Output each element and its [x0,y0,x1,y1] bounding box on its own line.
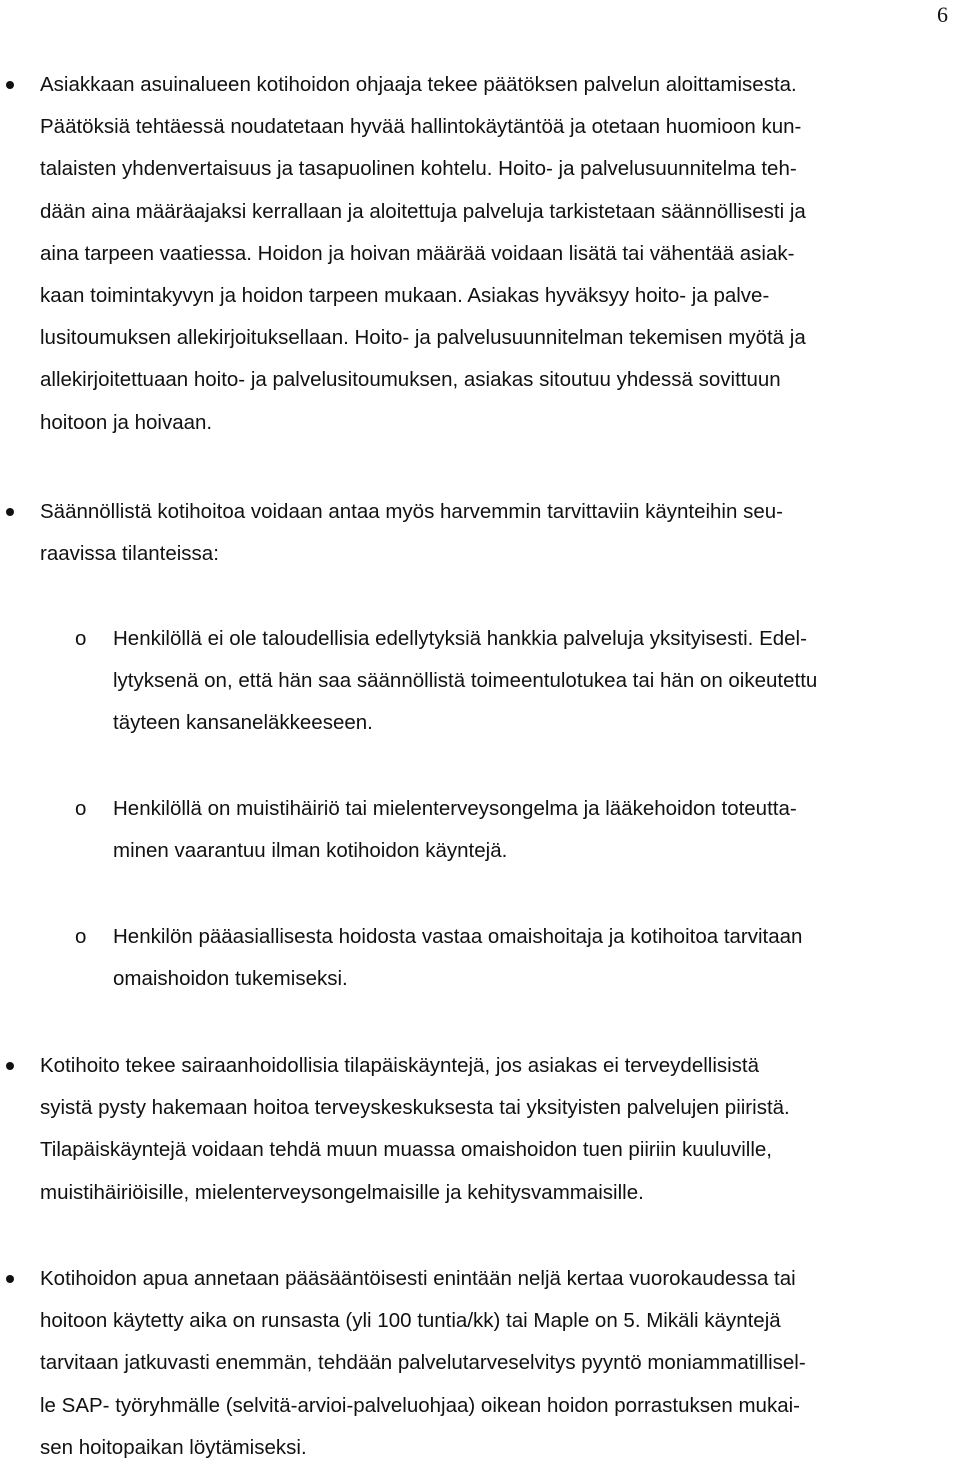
text-line: allekirjoitettuaan hoito- ja palvelusitoumuksen, asiakas sitoutuu yhdessä sovittuun [40,368,781,392]
text-line: täyteen kansaneläkkeeseen. [113,711,373,735]
sub-bullet-paragraph [113,916,802,1000]
bullet-icon [6,81,14,89]
text-line: hoitoon ja hoivaan. [40,410,213,434]
text-line: sen hoitopaikan löytämiseksi. [40,1435,307,1459]
text-line: lytyksenä on, että hän saa säännöllistä toimeentulotukea tai hän on oikeutettu [113,669,818,693]
text-line: hoitoon käytetty aika on runsasta (yli 100 tuntia/kk) tai Maple on 5. Mikäli käyntejä [40,1309,781,1333]
bullet-paragraph [40,1258,806,1469]
sub-bullet-marker: o [75,627,87,650]
bullet-icon [6,508,14,516]
text-line: dään aina määräajaksi kerrallaan ja aloitettuja palveluja tarkistetaan säännöllisesti ja [40,199,806,223]
bullet-paragraph [40,1045,790,1214]
text-line: minen vaarantuu ilman kotihoidon käyntejä. [113,839,508,863]
text-line: syistä pysty hakemaan hoitoa terveyskeskuksesta tai yksityisten palvelujen piiristä. [40,1096,790,1120]
page-number: 6 [937,2,948,27]
sub-bullet-paragraph [113,788,797,872]
text-line: Asiakkaan asuinalueen kotihoidon ohjaaja tekee päätöksen palvelun aloittamisesta. [40,73,797,96]
bullet-icon [6,1062,14,1070]
text-line: Säännöllistä kotihoitoa voidaan antaa myös harvemmin tarvittaviin käynteihin seu- [40,500,783,523]
sub-bullet-marker: o [75,797,87,820]
bullet-paragraph [40,491,783,575]
text-line: Päätöksiä tehtäessä noudatetaan hyvää hallintokäytäntöä ja otetaan huomioon kun- [40,115,802,139]
sub-bullet-paragraph [113,618,817,745]
text-line: le SAP- työryhmälle (selvitä-arvioi-palveluohjaa) oikean hoidon porrastuksen mukai- [40,1393,800,1417]
text-line: kaan toimintakyvyn ja hoidon tarpeen mukaan. Asiakas hyväksyy hoito- ja palve- [40,284,770,308]
text-line: Henkilön pääasiallisesta hoidosta vastaa omaishoitaja ja kotihoitoa tarvitaan [113,925,803,948]
bullet-icon [6,1275,14,1283]
text-line: Kotihoito tekee sairaanhoidollisia tilapäiskäyntejä, jos asiakas ei terveydellisistä [40,1054,760,1077]
text-line: lusitoumuksen allekirjoituksellaan. Hoito- ja palvelusuunnitelman tekemisen myötä ja [40,326,806,350]
text-line: Kotihoidon apua annetaan pääsääntöisesti enintään neljä kertaa vuorokaudessa tai [40,1267,796,1290]
text-line: Henkilöllä ei ole taloudellisia edellytyksiä hankkia palveluja yksityisesti. Edel- [113,627,807,650]
bullet-paragraph [40,64,806,444]
text-line: talaisten yhdenvertaisuus ja tasapuolinen kohtelu. Hoito- ja palvelusuunnitelma teh- [40,157,797,181]
text-line: muistihäiriöisille, mielenterveysongelmaisille ja kehitysvammaisille. [40,1180,644,1204]
text-line: omaishoidon tukemiseksi. [113,967,348,991]
text-line: raavissa tilanteissa: [40,542,219,566]
text-line: Tilapäiskäyntejä voidaan tehdä muun muassa omaishoidon tuen piiriin kuuluville, [40,1138,772,1162]
text-line: tarvitaan jatkuvasti enemmän, tehdään palvelutarveselvitys pyyntö moniammatillisel- [40,1351,806,1375]
text-line: aina tarpeen vaatiessa. Hoidon ja hoivan määrää voidaan lisätä tai vähentää asiak- [40,241,795,265]
sub-bullet-marker: o [75,925,87,948]
text-line: Henkilöllä on muistihäiriö tai mielenterveysongelma ja lääkehoidon toteutta- [113,797,797,820]
